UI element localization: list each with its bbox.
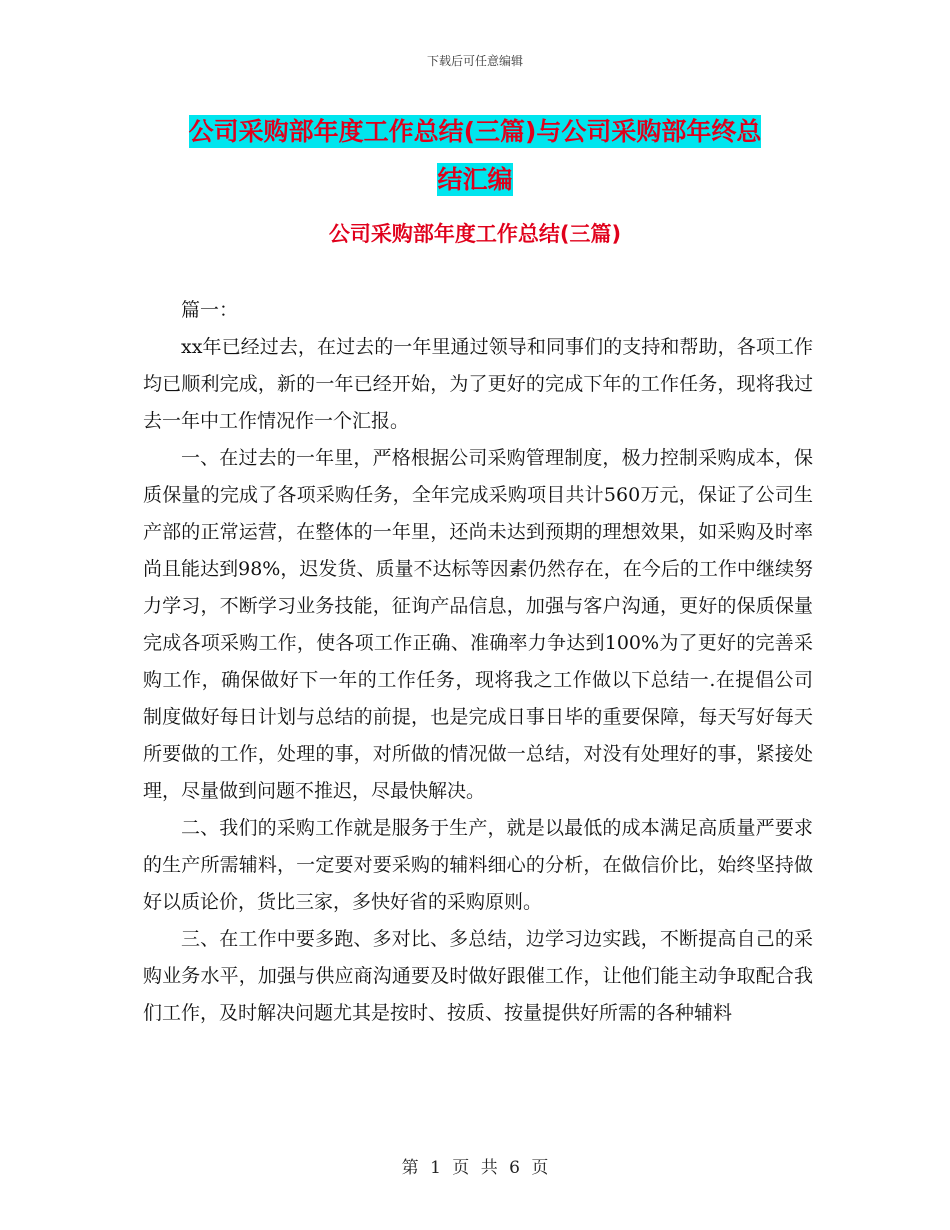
body-text	[143, 292, 813, 1032]
section-title: 公司采购部年度工作总结(三篇)	[328, 222, 622, 246]
paragraph-heading: 篇一：	[181, 299, 239, 321]
document-title-line-2: 结汇编	[437, 165, 513, 194]
document-title	[150, 108, 800, 204]
paragraph: 二、我们的采购工作就是服务于生产，就是以最低的成本满足高质量严要求的生产所需辅料，一定要对要采购的辅料细心的分析，在做信价比，始终坚持做好以质论价，货比三家，多快好省的采购原则。	[143, 817, 813, 913]
header-note: 下载后可任意编辑	[426, 54, 523, 68]
document-title-line-1: 公司采购部年度工作总结(三篇)与公司采购部年终总	[188, 117, 762, 146]
paragraph: xx年已经过去，在过去的一年里通过领导和同事们的支持和帮助，各项工作均已顺利完成，新的一年已经开始，为了更好的完成下年的工作任务，现将我过去一年中工作情况作一个汇报。	[143, 336, 813, 432]
paragraph: 三、在工作中要多跑、多对比、多总结，边学习边实践，不断提高自己的采购业务水平，加强与供应商沟通要及时做好跟催工作，让他们能主动争取配合我们工作，及时解决问题尤其是按时、按质、按量提供好所需的各种辅料	[143, 928, 813, 1024]
page-number: 第 1 页 共 6 页	[401, 1158, 549, 1178]
paragraph: 一、在过去的一年里，严格根据公司采购管理制度，极力控制采购成本，保质保量的完成了各项采购任务，全年完成采购项目共计560万元，保证了公司生产部的正常运营，在整体的一年里，还尚未达到预期的理想效果，如采购及时率尚且能达到98%，迟发货、质量不达标等因素仍然存在，在今后的工作中继续努力学习，不断学习业务技能，征询产品信息，加强与客户沟通，更好的保质保量完成各项采购工作，使各项工作正确、准确率力争达到100%为了更好的完善采购工作，确保做好下一年的工作任务，现将我之工作做以下总结一.在提倡公司制度做好每日计划与总结的前提，也是完成日事日毕的重要保障，每天写好每天所要做的工作，处理的事，对所做的情况做一总结，对没有处理好的事，紧接处理，尽量做到问题不推迟，尽最快解决。	[143, 447, 813, 802]
